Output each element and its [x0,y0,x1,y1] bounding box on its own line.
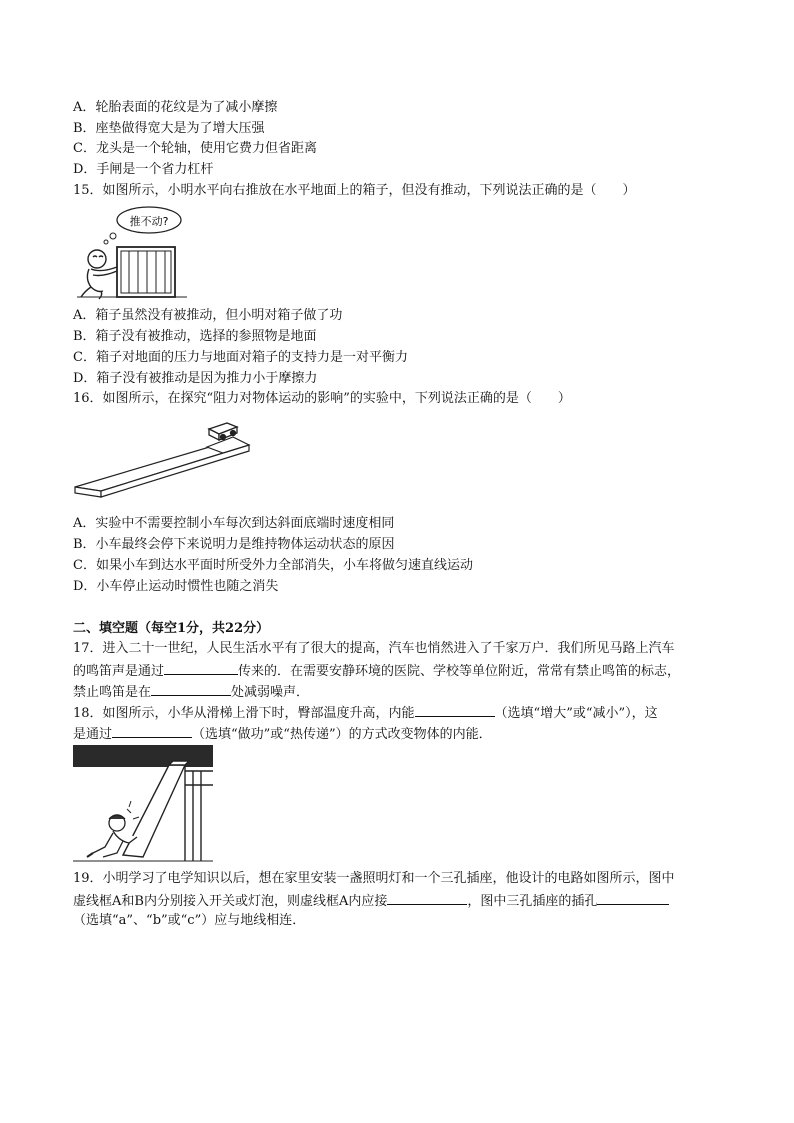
q15-option-d: D．箱子没有被推动是因为推力小于摩擦力 [73,371,318,386]
wooden-box [117,247,175,297]
q18-blank-2[interactable] [112,723,192,738]
q19-line-2: 虚线框A和B内分别接入开关或灯泡，则虚线框A内应接 ，图中三孔插座的插孔 [73,890,669,912]
q15-stem: 15．如图所示，小明水平向右推放在水平地面上的箱子，但没有推动，下列说法正确的是（ ） [73,183,636,198]
q16-option-d: D．小车停止运动时惯性也随之消失 [73,579,279,594]
q18-line-1: 18．如图所示，小华从滑梯上滑下时，臀部温度升高，内能 （选填“增大”或“减小”），这 [73,702,658,724]
q17-line-1: 17．进入二十一世纪，人民生活水平有了很大的提高，汽车也悄然进入了千家万户．我们所见马路上汽车 [73,641,675,656]
background-trees [73,745,213,767]
q15-option-a: A．箱子虽然没有被推动，但小明对箱子做了功 [73,308,343,323]
q18-figure-slide [73,745,213,863]
q16-option-c: C．如果小车到达水平面时所受外力全部消失，小车将做匀速直线运动 [73,558,473,573]
q18-blank-1[interactable] [415,702,495,717]
q17-blank-2[interactable] [151,681,231,696]
q16-option-a: A．实验中不需要控制小车每次到达斜面底端时速度相同 [73,516,395,531]
q16-figure-ramp-cart [73,413,253,503]
section-2-title: 二、填空题（每空1分，共22分） [73,621,270,636]
q15-figure-pushing-box [73,203,193,301]
q17-line-2: 的鸣笛声是通过 传来的．在需要安静环境的医院、学校等单位附近，常常有禁止鸣笛的标志， [73,660,680,682]
slide [73,761,213,861]
q19-line-3: （选填“a”、“b”或“c”）应与地线相连． [73,913,306,928]
q15-option-c: C．箱子对地面的压力与地面对箱子的支持力是一对平衡力 [73,350,408,365]
q19-blank-2[interactable] [597,890,669,905]
q14-option-d: D．手闸是一个省力杠杆 [73,162,214,177]
q14-option-a: A．轮胎表面的花纹是为了减小摩擦 [73,100,278,115]
q15-option-b: B．箱子没有被推动，选择的参照物是地面 [73,329,317,344]
q16-option-b: B．小车最终会停下来说明力是维持物体运动状态的原因 [73,537,395,552]
q14-option-c: C．龙头是一个轮轴，使用它费力但省距离 [73,141,317,156]
q18-line-2: 是通过 （选填“做功”或“热传递”）的方式改变物体的内能． [73,723,492,745]
q17-line-3: 禁止鸣笛是在 处减弱噪声． [73,681,309,703]
q16-stem: 16．如图所示，在探究“阻力对物体运动的影响”的实验中，下列说法正确的是（ ） [73,391,571,406]
q19-blank-1[interactable] [387,890,467,905]
bubble-text: 推不动? [129,215,169,228]
q19-line-1: 19．小明学习了电学知识以后，想在家里安装一盏照明灯和一个三孔插座，他设计的电路如图所示，图中 [73,871,675,886]
q17-blank-1[interactable] [164,660,238,675]
q14-option-b: B．座垫做得宽大是为了增大压强 [73,121,265,136]
ramp-board [75,437,249,497]
